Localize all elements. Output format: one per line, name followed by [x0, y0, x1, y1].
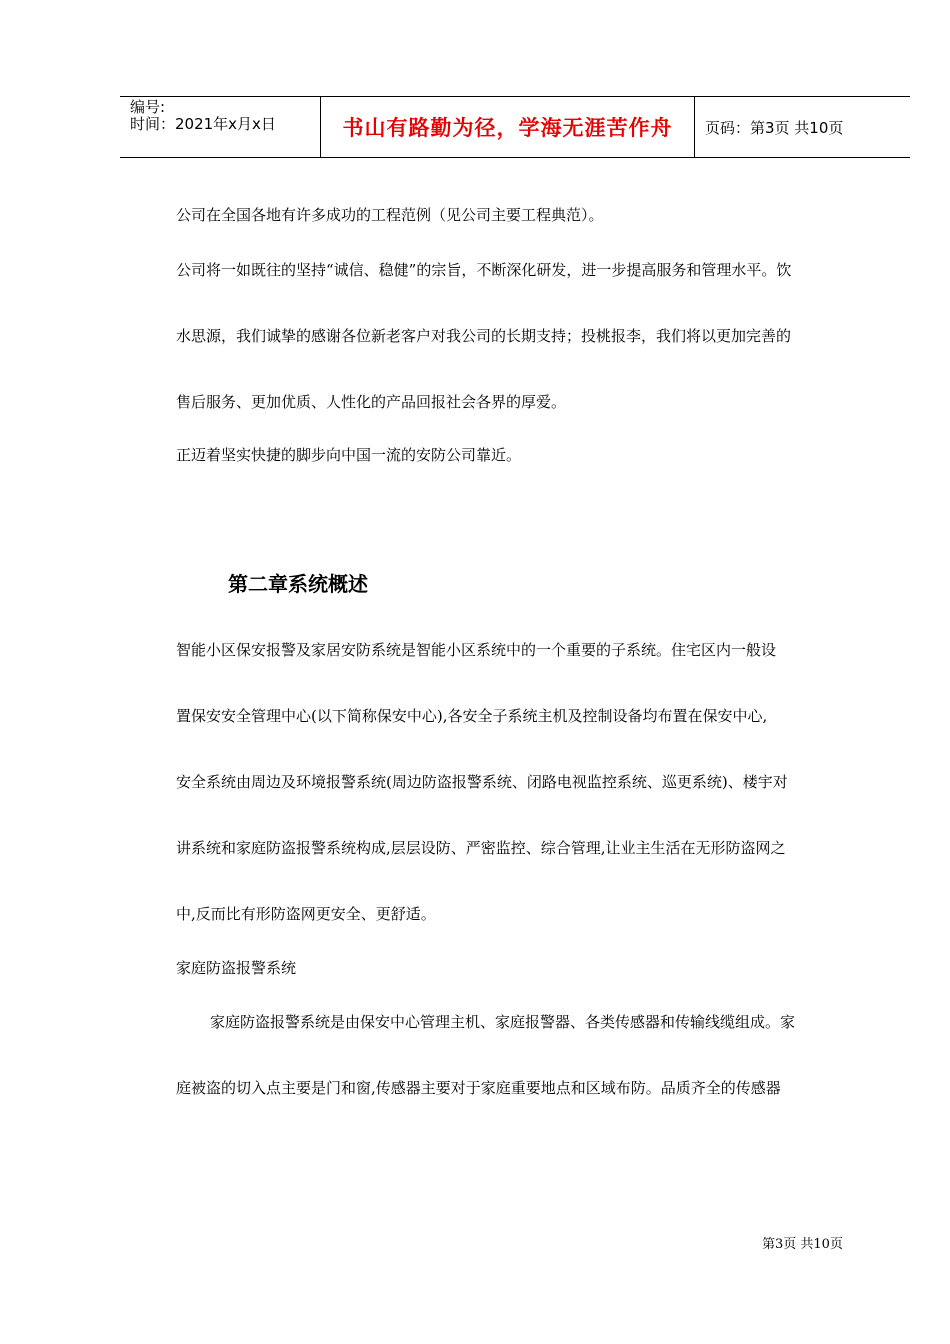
subsection-line: 家庭防盗报警系统是由保安中心管理主机、家庭报警器、各类传感器和传输线缆组成。家	[210, 1013, 796, 1031]
serial-label: 编号:	[130, 98, 166, 116]
page-footer: 第3页 共10页	[762, 1237, 843, 1252]
subsection-title: 家庭防盗报警系统	[176, 959, 297, 977]
chapter-line: 中,反而比有形防盗网更安全、更舒适。	[176, 905, 436, 923]
header-page-label: 页码：第3页 共10页	[705, 118, 844, 137]
page-header	[120, 96, 910, 158]
intro-line: 公司将一如既往的坚持“诚信、稳健”的宗旨，不断深化研发，进一步提高服务和管理水平。饮	[176, 261, 792, 279]
intro-line: 正迈着坚实快捷的脚步向中国一流的安防公司靠近。	[176, 446, 522, 464]
intro-line: 售后服务、更加优质、人性化的产品回报社会各界的厚爱。	[176, 393, 567, 411]
intro-line: 公司在全国各地有许多成功的工程范例（见公司主要工程典范）。	[176, 206, 604, 224]
chapter-heading: 第二章系统概述	[228, 572, 368, 596]
chapter-line: 智能小区保安报警及家居安防系统是智能小区系统中的一个重要的子系统。住宅区内一般设	[176, 641, 777, 659]
motto-text: 书山有路勤为径，学海无涯苦作舟	[342, 116, 673, 140]
subsection-line: 庭被盗的切入点主要是门和窗,传感器主要对于家庭重要地点和区域布防。品质齐全的传感器	[176, 1079, 781, 1097]
time-label: 时间：2021年x月x日	[130, 115, 276, 133]
intro-line: 水思源，我们诚挚的感谢各位新老客户对我公司的长期支持；投桃报李，我们将以更加完善的	[176, 327, 792, 345]
chapter-line: 安全系统由周边及环境报警系统(周边防盗报警系统、闭路电视监控系统、巡更系统)、楼宇对	[176, 773, 788, 791]
header-info-cell	[120, 97, 321, 157]
chapter-line: 讲系统和家庭防盗报警系统构成,层层设防、严密监控、综合管理,让业主生活在无形防盗网之	[176, 839, 786, 857]
header-motto-cell	[321, 97, 695, 157]
chapter-line: 置保安安全管理中心(以下简称保安中心),各安全子系统主机及控制设备均布置在保安中心,	[176, 707, 768, 725]
header-page-cell	[695, 97, 910, 157]
